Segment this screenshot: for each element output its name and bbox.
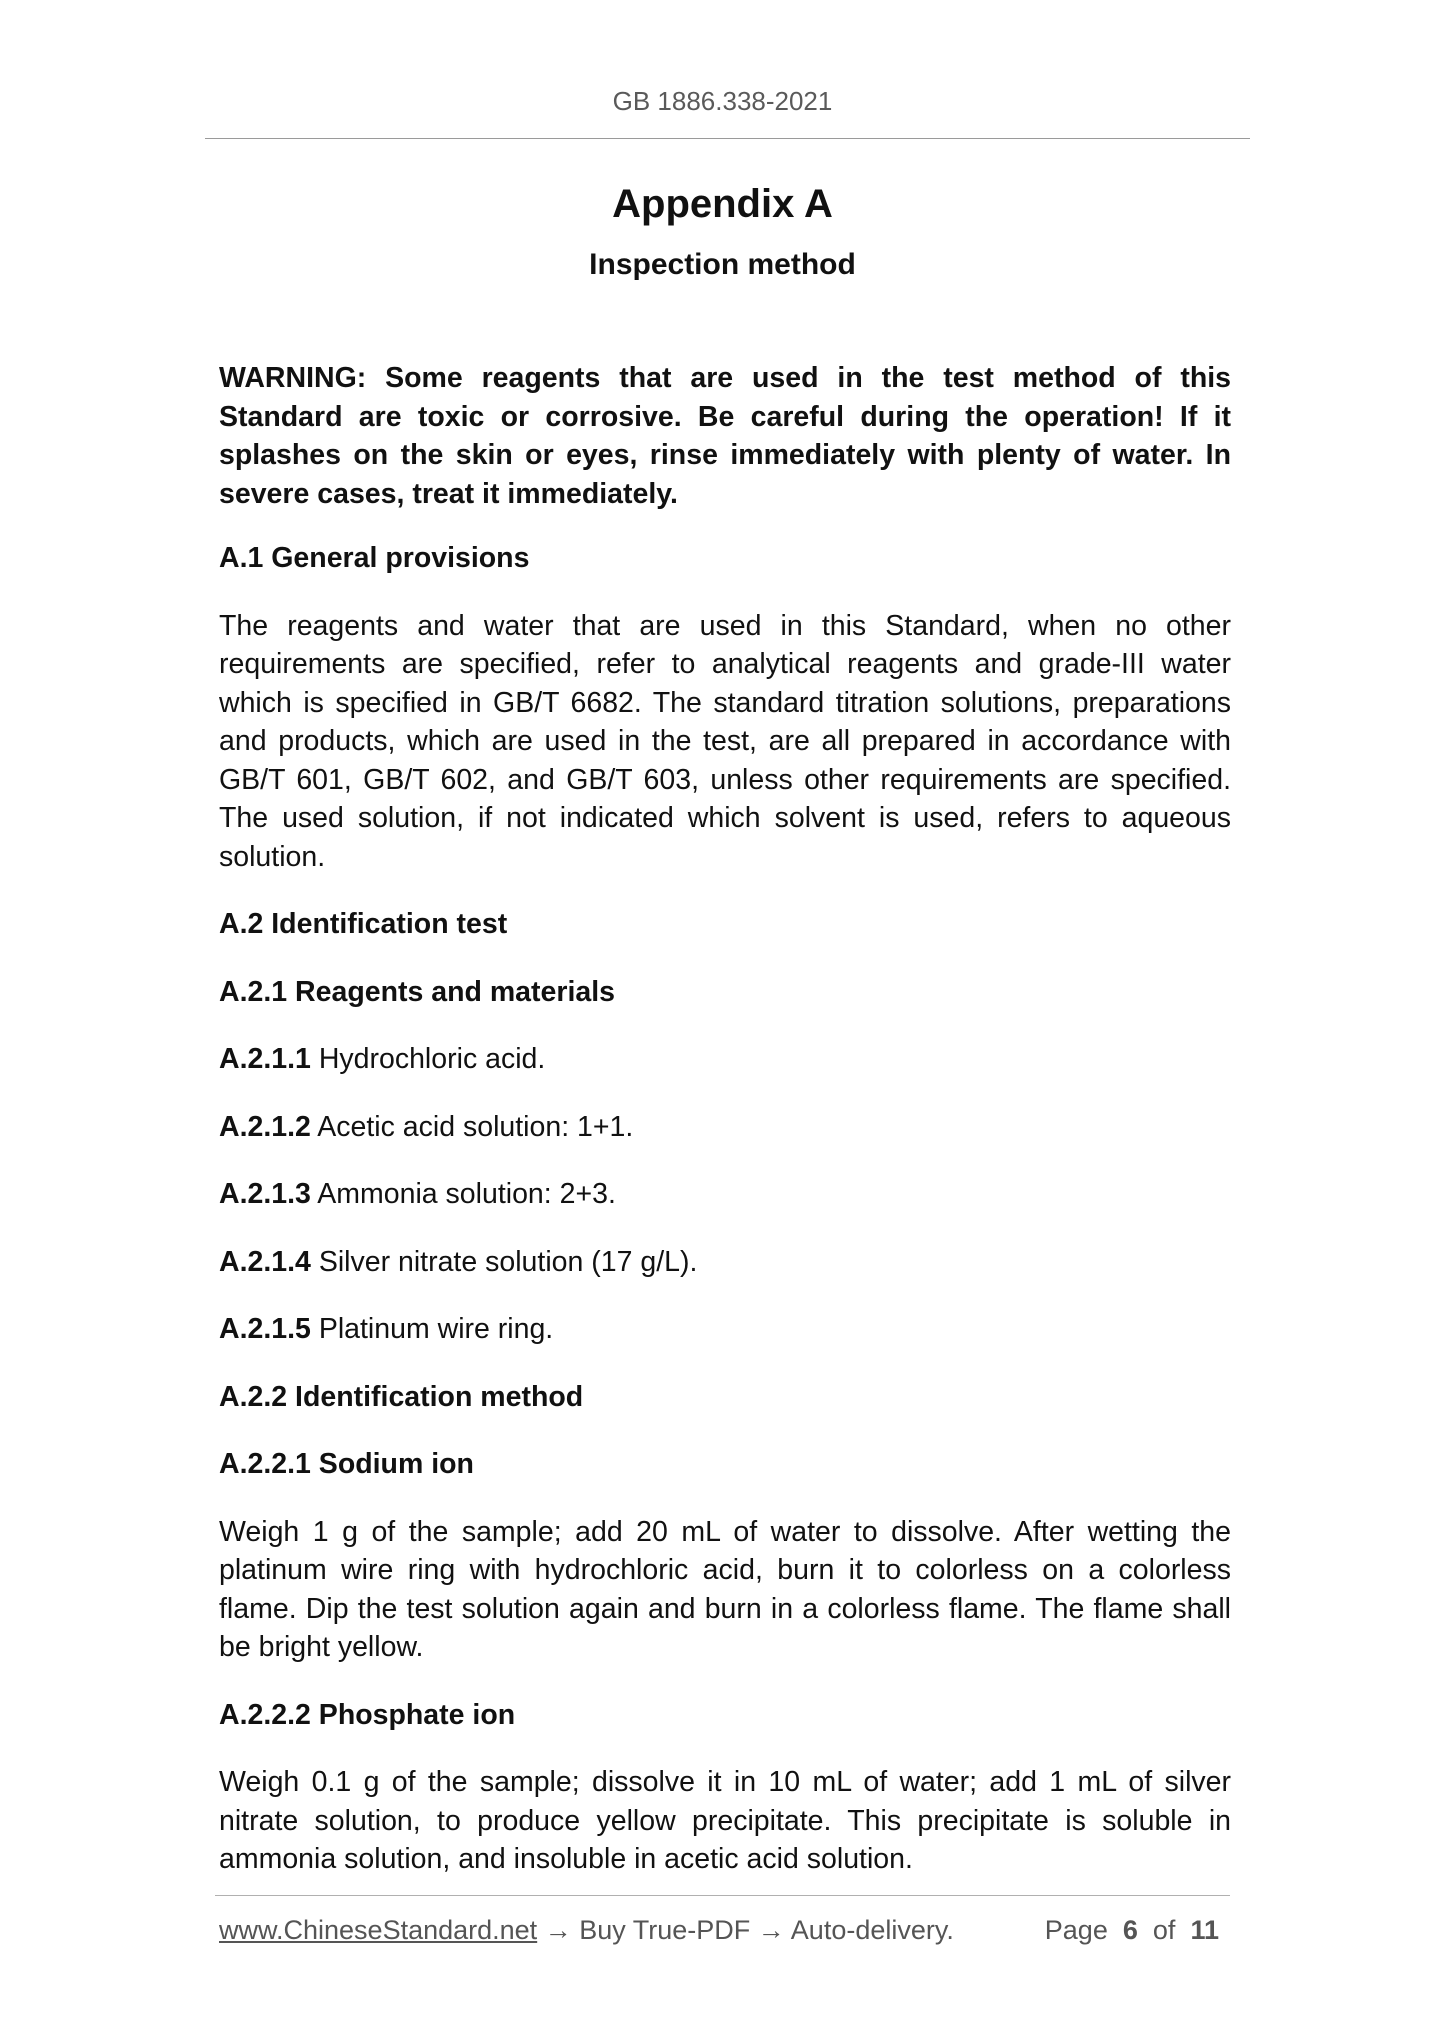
item-number: A.2.1.5 [219, 1313, 311, 1345]
section-heading-a21: A.2.1 Reagents and materials [219, 975, 615, 1008]
of-label: of [1152, 1915, 1176, 1945]
item-number: A.2.1.4 [219, 1245, 311, 1278]
section-heading-a221: A.2.2.1 Sodium ion [219, 1448, 474, 1480]
section-heading-a1: A.1 General provisions [219, 542, 530, 574]
warning-text: WARNING: Some reagents that are used in the test method of this Standard are toxic or corrosive. Be careful during the operation! If it splashes on the skin or eyes, rinse immediately with plenty of water. In severe cases, treat it immediately. [219, 362, 1231, 510]
appendix-subtitle: Inspection method [589, 248, 856, 281]
list-item [219, 1175, 1231, 1214]
footer-delivery-text: Auto-delivery. [790, 1915, 954, 1945]
item-text: Hydrochloric acid. [318, 1043, 546, 1075]
document-body [219, 359, 1231, 1908]
item-number: A.2.1.3 [219, 1178, 311, 1210]
item-number: A.2.1.1 [219, 1043, 311, 1075]
item-text: Ammonia solution: 2+3. [317, 1178, 616, 1210]
header-code: GB 1886.338-2021 [612, 86, 833, 116]
section-text-a221: Weigh 1 g of the sample; add 20 mL of water to dissolve. After wetting the platinum wire ring with hydrochloric acid, burn it to colorless on a colorless flame. Dip the test solution again and burn in a colorless flame. The flame shall be bright yellow. [219, 1515, 1231, 1663]
footer-link[interactable]: www.ChineseStandard.net [219, 1915, 538, 1945]
page-total: 11 [1190, 1915, 1219, 1945]
page-number [1045, 1915, 1219, 1946]
list-item [219, 1108, 1231, 1147]
appendix-title: Appendix A [612, 182, 833, 226]
list-item [219, 1243, 1231, 1282]
item-text: Platinum wire ring. [318, 1313, 554, 1345]
section-text-a222: Weigh 0.1 g of the sample; dissolve it in 10 mL of water; add 1 mL of silver nitrate solution, to produce yellow precipitate. This precipitate is soluble in ammonia solution, and insoluble in acetic acid solution. [219, 1766, 1231, 1875]
item-text: Silver nitrate solution (17 g/L). [318, 1245, 698, 1278]
page-footer [219, 1915, 1231, 1946]
section-heading-a22: A.2.2 Identification method [219, 1380, 584, 1413]
section-heading-a222: A.2.2.2 Phosphate ion [219, 1698, 516, 1731]
page-current: 6 [1122, 1915, 1138, 1945]
arrow-icon: → [544, 1915, 572, 1945]
header-rule [205, 138, 1250, 139]
page-label: Page [1044, 1915, 1108, 1945]
footer-rule [215, 1895, 1230, 1896]
section-heading-a2: A.2 Identification test [219, 908, 508, 940]
item-text: Acetic acid solution: 1+1. [317, 1110, 634, 1143]
footer-buy-text: Buy True-PDF [579, 1915, 751, 1945]
section-text-a1: The reagents and water that are used in this Standard, when no other requirements are specified, refer to analytical reagents and grade-III water which is specified in GB/T 6682. The standard titration solutions, preparations and products, which are used in the test, are all prepared in accordance with GB/T 601, GB/T 602, and GB/T 603, unless other requirements are specified. The used solution, if not indicated which solvent is used, refers to aqueous solution. [219, 609, 1231, 873]
arrow-icon: → [757, 1915, 785, 1945]
item-number: A.2.1.2 [219, 1110, 311, 1143]
list-item [219, 1310, 1231, 1349]
list-item [219, 1040, 1231, 1079]
